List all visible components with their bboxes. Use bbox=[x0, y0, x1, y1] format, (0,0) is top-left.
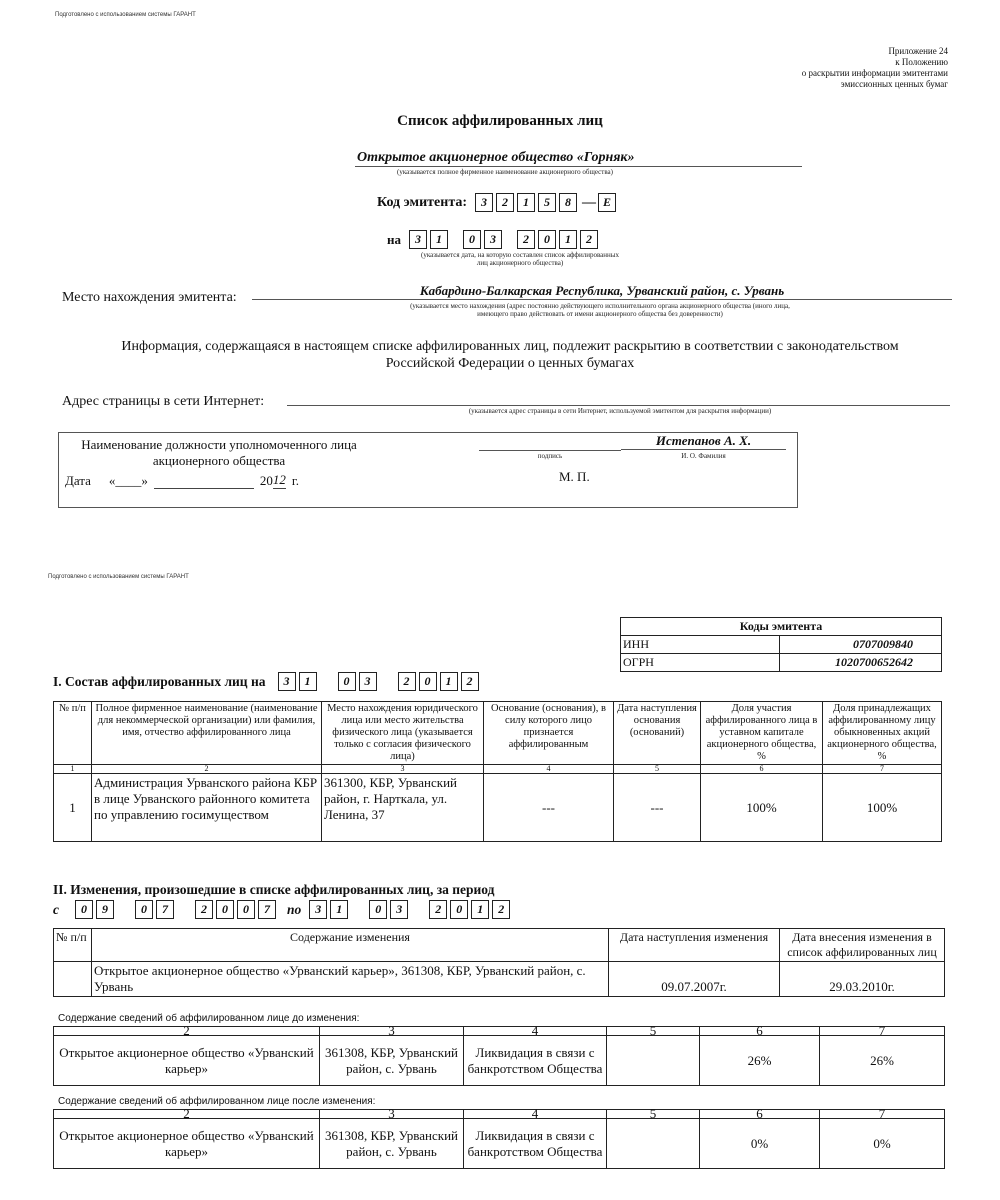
signer-name: Истепанов А. Х. bbox=[621, 433, 786, 450]
issuer-code-suffix: E bbox=[598, 193, 616, 212]
after-number-row: 2 3 4 5 6 7 bbox=[54, 1110, 945, 1119]
web-address-line bbox=[287, 405, 950, 406]
inn-label: ИНН bbox=[621, 636, 780, 654]
issuer-code-dash: — bbox=[582, 194, 597, 210]
before-table bbox=[53, 1023, 945, 1086]
before-number-row: 2 3 4 5 6 7 bbox=[54, 1027, 945, 1036]
sign-hint: подпись bbox=[537, 452, 563, 460]
document-title: Список аффилированных лиц bbox=[397, 113, 603, 129]
ogrn-label: ОГРН bbox=[621, 654, 780, 672]
changes-header-row: № п/п Содержание изменения Дата наступления изменения Дата внесения изменения в список аффилированных лиц bbox=[54, 929, 945, 962]
ogrn-value: 1020700652642 bbox=[780, 654, 942, 672]
issuer-codes-header: Коды эмитента bbox=[621, 618, 942, 636]
inn-value: 0707009840 bbox=[780, 636, 942, 654]
table-row: Открытое акционерное общество «Урванский карьер» 361308, КБР, Урванский район, с. Урвань Ликвидация в связи с банкротством Общества 0% 0% bbox=[54, 1119, 945, 1169]
date-hint: (указывается дата, на которую составлен список аффилированных лиц акционерного общества) bbox=[421, 251, 619, 267]
stamp-place: М. П. bbox=[559, 469, 590, 484]
section2-period: с 0 9 0 7 2 0 0 7 по 3 1 0 3 2 0 1 2 bbox=[53, 900, 513, 919]
location-value: Кабардино-Балкарская Республика, Урванский район, с. Урвань bbox=[252, 283, 952, 300]
on-label: на bbox=[387, 231, 401, 247]
company-hint: (указывается полное фирменное наименование акционерного общества) bbox=[397, 168, 613, 176]
location-label: Место нахождения эмитента: bbox=[62, 290, 237, 305]
issuer-code-cells: 3 2 1 5 8 bbox=[475, 193, 580, 212]
section2-title: II. Изменения, произошедшие в списке аффилированных лиц, за период bbox=[53, 882, 495, 897]
garant-note-2: Подготовлено с использованием системы ГАРАНТ bbox=[48, 574, 189, 580]
garant-note: Подготовлено с использованием системы ГАРАНТ bbox=[55, 12, 196, 18]
after-table bbox=[53, 1106, 945, 1169]
signature-date: Дата «____» 20 12 г. bbox=[65, 472, 300, 488]
appendix-note: Приложение 24 к Положению о раскрытии информации эмитентами эмиссионных ценных бумаг bbox=[801, 46, 948, 89]
issuer-codes-table bbox=[620, 617, 942, 672]
after-label: Содержание сведений об аффилированном лице после изменения: bbox=[58, 1096, 376, 1107]
affiliates-number-row: 1 2 3 4 5 6 7 bbox=[54, 765, 942, 774]
table-row: 1 Администрация Урванского района КБР в лице Урванского районного комитета по управлению госимуществом 361300, КБР, Урванский район, г. Нарткала, ул. Ленина, 37 --- --- 100% 100% bbox=[54, 774, 942, 842]
position-label: Наименование должности уполномоченного лица акционерного общества bbox=[81, 437, 357, 468]
section1-title: I. Состав аффилированных лиц на 3 1 0 3 2 0 1 2 bbox=[53, 672, 482, 691]
signature-line bbox=[479, 433, 621, 451]
disclosure-info: Информация, содержащаяся в настоящем списке аффилированных лиц, подлежит раскрытию в соответствии с законодательством Российской Федерации о ценных бумагах bbox=[121, 339, 899, 371]
table-row: Открытое акционерное общество «Урванский карьер» 361308, КБР, Урванский район, с. Урвань Ликвидация в связи с банкротством Общества 26% 26% bbox=[54, 1036, 945, 1086]
changes-table bbox=[53, 928, 945, 997]
issuer-code bbox=[377, 193, 619, 212]
affiliates-header-row: № п/п Полное фирменное наименование (наименование для некоммерческой организации) или фамилия, имя, отчество аффилированного лица Место нахождения юридического лица или место жительства физического лица (указывается только с согласия физического лица) Основание (основания), в силу которого лицо признается аффилированным Дата наступления основания (оснований) Доля участия аффилированного лица в уставном капитале акционерного общества, % Доля принадлежащих аффилированному лицу обыкновенных акций акционерного общества, % bbox=[54, 702, 942, 765]
location-hint: (указывается место нахождения (адрес постоянно действующего исполнительного органа акционерного общества (иного лица, имеющего право действовать от имени акционерного общества без доверенности) bbox=[410, 302, 790, 318]
before-label: Содержание сведений об аффилированном лице до изменения: bbox=[58, 1013, 360, 1024]
list-date: на 3 1 0 3 2 0 1 2 bbox=[387, 230, 601, 249]
web-label: Адрес страницы в сети Интернет: bbox=[62, 394, 265, 409]
issuer-code-label: Код эмитента: bbox=[377, 194, 468, 210]
company-name: Открытое акционерное общество «Горняк» bbox=[355, 150, 802, 167]
signature-block bbox=[58, 432, 798, 508]
name-hint: И. О. Фамилия bbox=[681, 452, 726, 460]
table-row: Открытое акционерное общество «Урванский карьер», 361308, КБР, Урванский район, с. Урвань 09.07.2007г. 29.03.2010г. bbox=[54, 962, 945, 997]
affiliates-table bbox=[53, 701, 942, 842]
web-hint: (указывается адрес страницы в сети Интернет, используемой эмитентом для раскрытия информации) bbox=[468, 407, 772, 415]
